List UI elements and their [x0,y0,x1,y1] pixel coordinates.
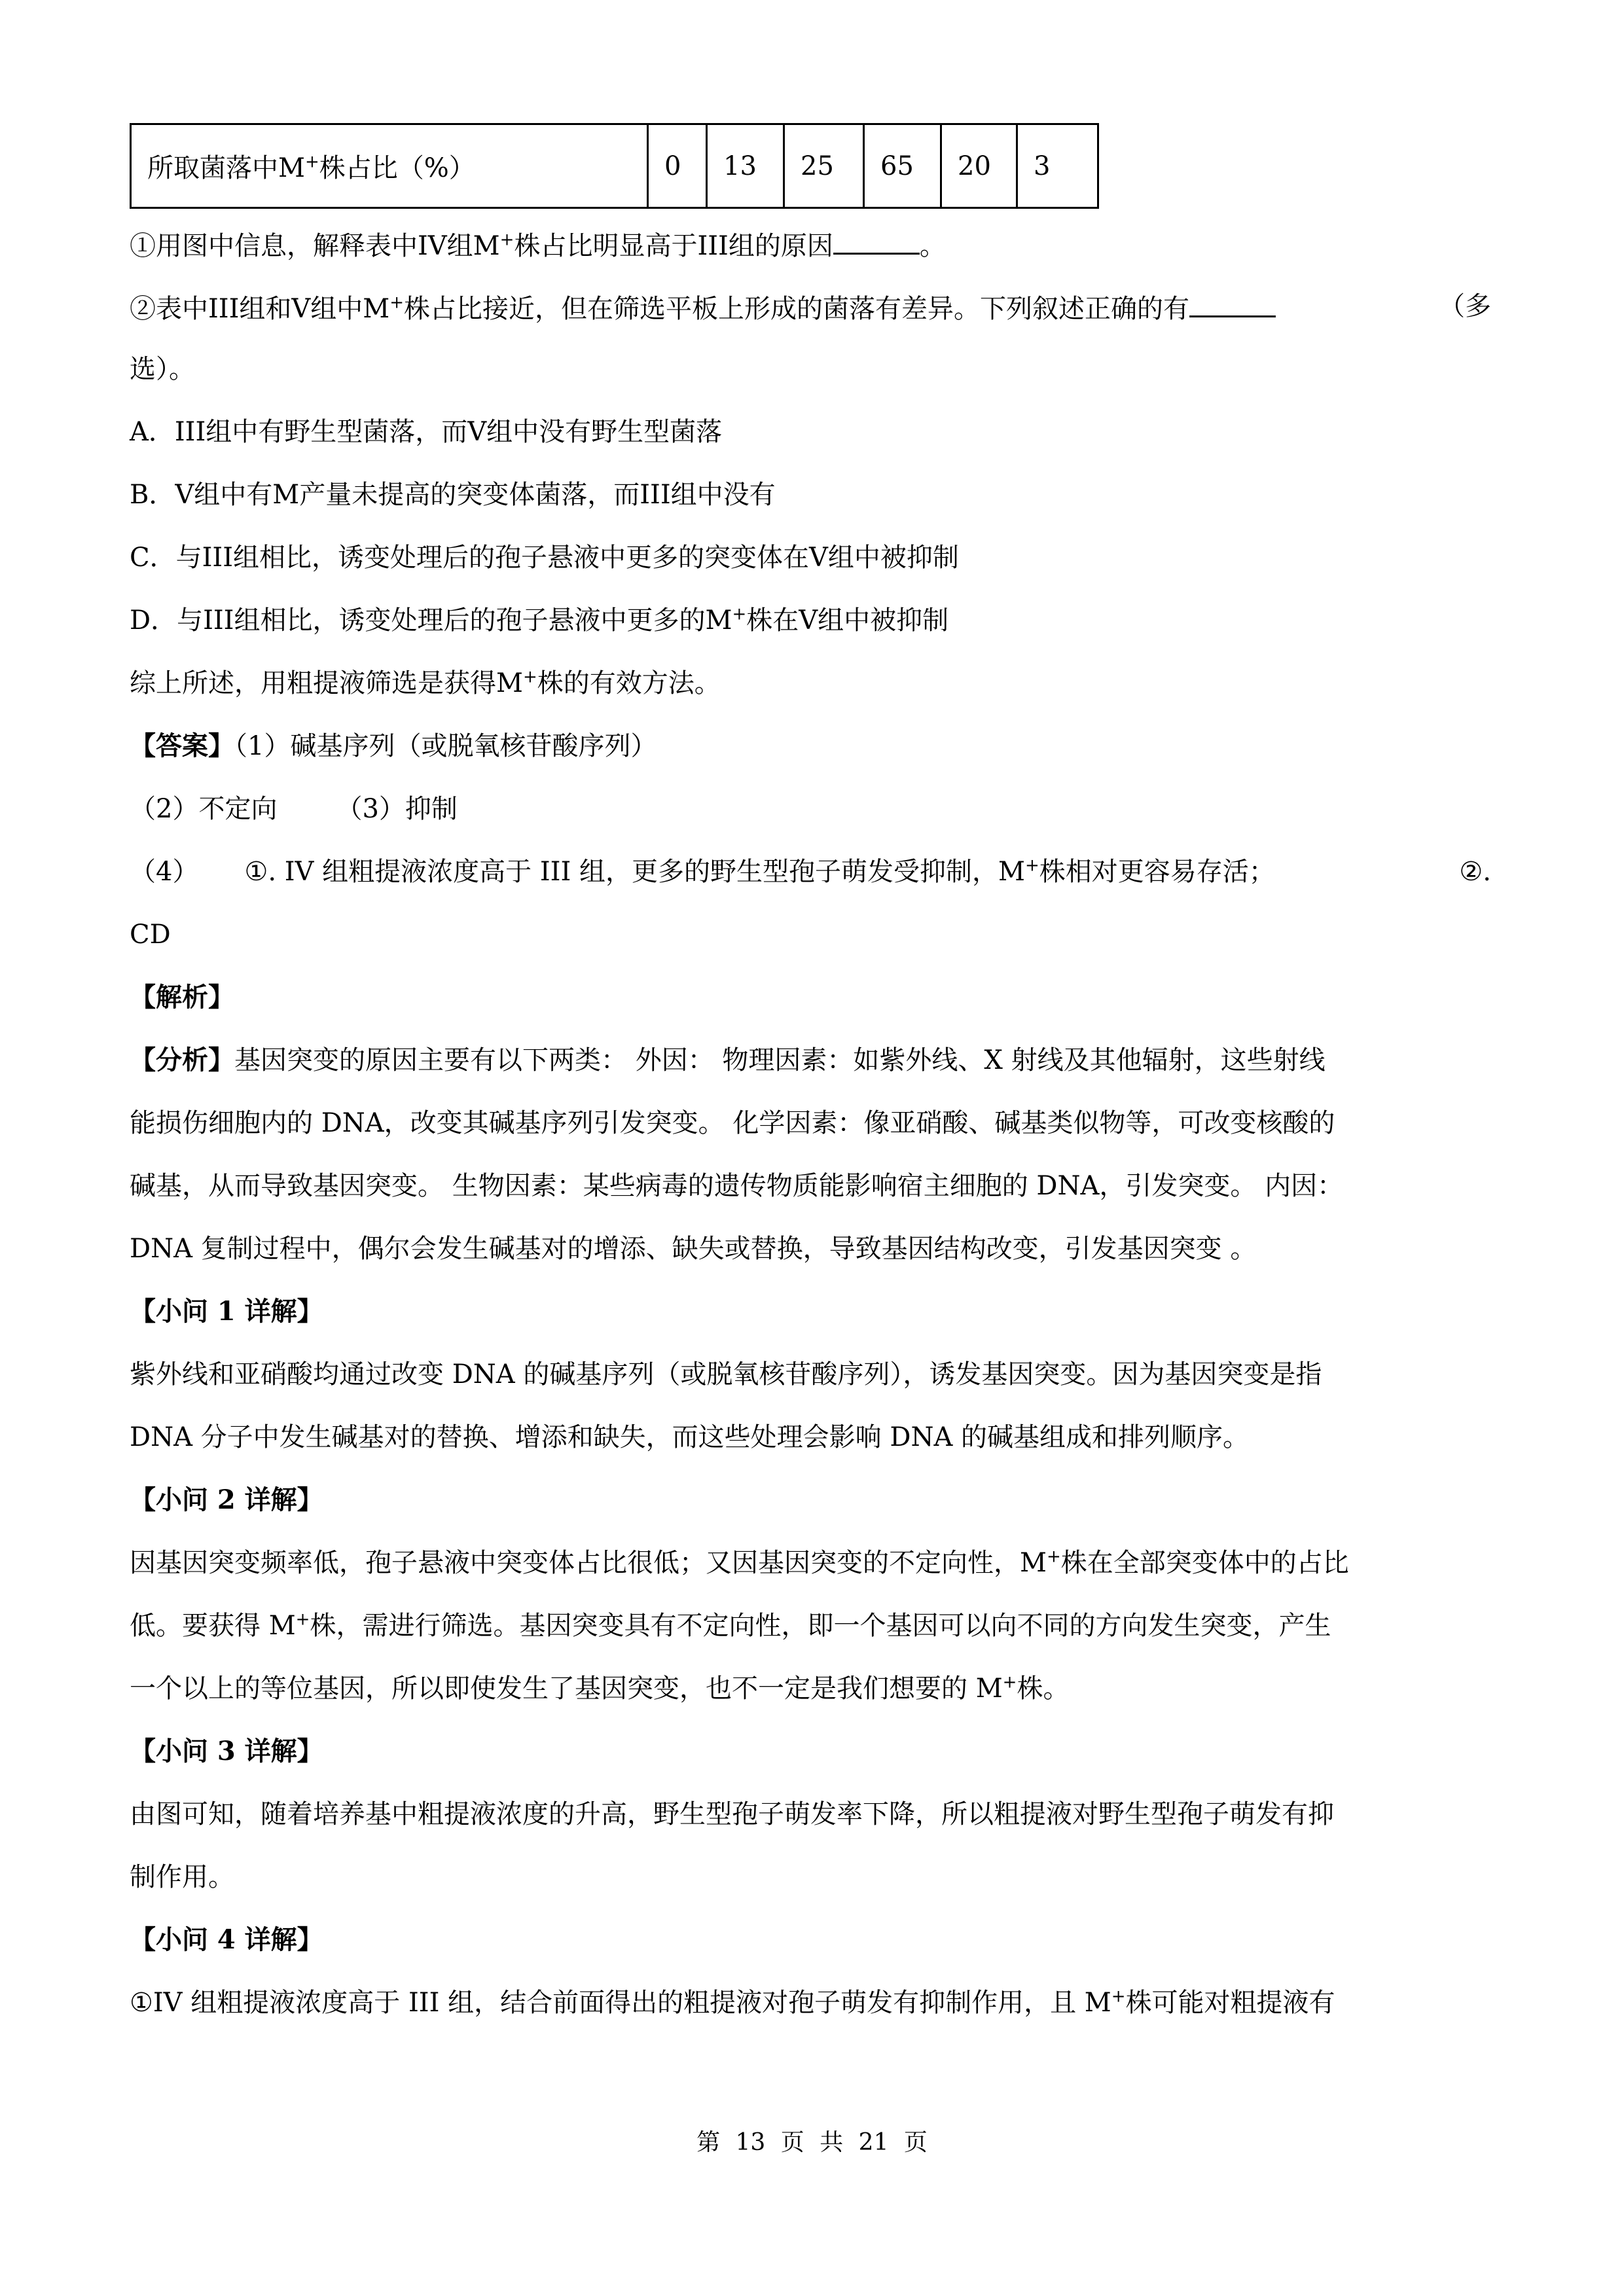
table-row-label: 所取菌落中M+株占比（%） [131,124,648,208]
option-a: A．III组中有野生型菌落，而V组中没有野生型菌落 [130,417,723,447]
summary-line: 综上所述，用粗提液筛选是获得M+株的有效方法。 [130,667,721,698]
analysis-line: 【分析】基因突变的原因主要有以下两类： 外因： 物理因素：如紫外线、X 射线及其他辐射，这些射线 [130,1045,1326,1075]
sub-question-1-text: DNA 分子中发生碱基对的替换、增添和缺失，而这些处理会影响 DNA 的碱基组成和排列顺序。 [130,1422,1250,1452]
sub-question-2-text: 低。要获得 M+株，需进行筛选。基因突变具有不定向性，即一个基因可以向不同的方向发生突变，产生 [130,1609,1331,1641]
option-d: D．与III组相比，诱变处理后的孢子悬液中更多的M+株在V组中被抑制 [130,604,949,636]
sub-question-3-text: 由图可知，随着培养基中粗提液浓度的升高，野生型孢子萌发率下降，所以粗提液对野生型孢子萌发有抑 [130,1799,1334,1829]
analysis-line: 碱基，从而导致基因突变。 生物因素：某些病毒的遗传物质能影响宿主细胞的 DNA，引发突变。 内因： [130,1171,1344,1201]
answer-line-2: （2）不定向 （3）抑制 [130,794,458,824]
answer-label: 【答案】 [130,730,234,761]
analysis-line: DNA 复制过程中，偶尔会发生碱基对的增添、缺失或替换，导致基因结构改变，引发基因突变 。 [130,1234,1257,1264]
answer-blank [833,226,920,255]
table-cell: 20 [941,124,1017,208]
sub-question-1-text: 紫外线和亚硝酸均通过改变 DNA 的碱基序列（或脱氧核苷酸序列），诱发基因突变。因为基因突变是指 [130,1359,1322,1390]
option-b: B．V组中有M产量未提高的突变体菌落，而III组中没有 [130,480,776,510]
sub-question-4-text: ①IV 组粗提液浓度高于 III 组，结合前面得出的粗提液对孢子萌发有抑制作用，且 M+株可能对粗提液有 [130,1986,1335,2018]
sub-question-3-label: 【小问 3 详解】 [130,1736,323,1767]
table-row [131,124,1098,208]
analysis-line: 能损伤细胞内的 DNA，改变其碱基序列引发突变。 化学因素：像亚硝酸、碱基类似物等，可改变核酸的 [130,1108,1335,1138]
sub-question-3-text: 制作用。 [130,1862,234,1892]
table-cell: 25 [784,124,864,208]
analysis-label: 【解析】 [130,982,234,1013]
sub-question-2-text: 因基因突变频率低，孢子悬液中突变体占比很低；又因基因突变的不定向性，M+株在全部突变体中的占比 [130,1547,1349,1578]
table-cell: 13 [707,124,784,208]
table-cell: 3 [1017,124,1098,208]
answer-line-4: （4） ①. IV 组粗提液浓度高于 III 组，更多的野生型孢子萌发受抑制，M+株相对更容易存活； ②. [130,855,1491,887]
option-c: C．与III组相比，诱变处理后的孢子悬液中更多的突变体在V组中被抑制 [130,543,959,573]
answer-line-1: 【答案】（1）碱基序列（或脱氧核苷酸序列） [130,730,657,761]
page-footer: 第 13 页 共 21 页 [696,2129,928,2156]
sub-question-4-label: 【小问 4 详解】 [130,1924,323,1955]
answer-line-cd: CD [130,920,171,950]
sub-question-1-label: 【小问 1 详解】 [130,1296,323,1327]
question-4-2-cont: 选）。 [130,354,195,384]
results-table [130,123,1099,209]
sub-question-2-label: 【小问 2 详解】 [130,1484,323,1515]
question-4-1: ①用图中信息，解释表中IV组M+株占比明显高于III组的原因 。 [130,226,946,263]
question-4-2: ②表中III组和V组中M+株占比接近，但在筛选平板上形成的菌落有差异。下列叙述正确的有 （多 [130,289,1491,326]
answer-blank [1189,289,1276,317]
table-cell: 65 [864,124,941,208]
sub-question-2-text: 一个以上的等位基因，所以即使发生了基因突变，也不一定是我们想要的 M+株。 [130,1672,1070,1704]
table-cell: 0 [648,124,707,208]
